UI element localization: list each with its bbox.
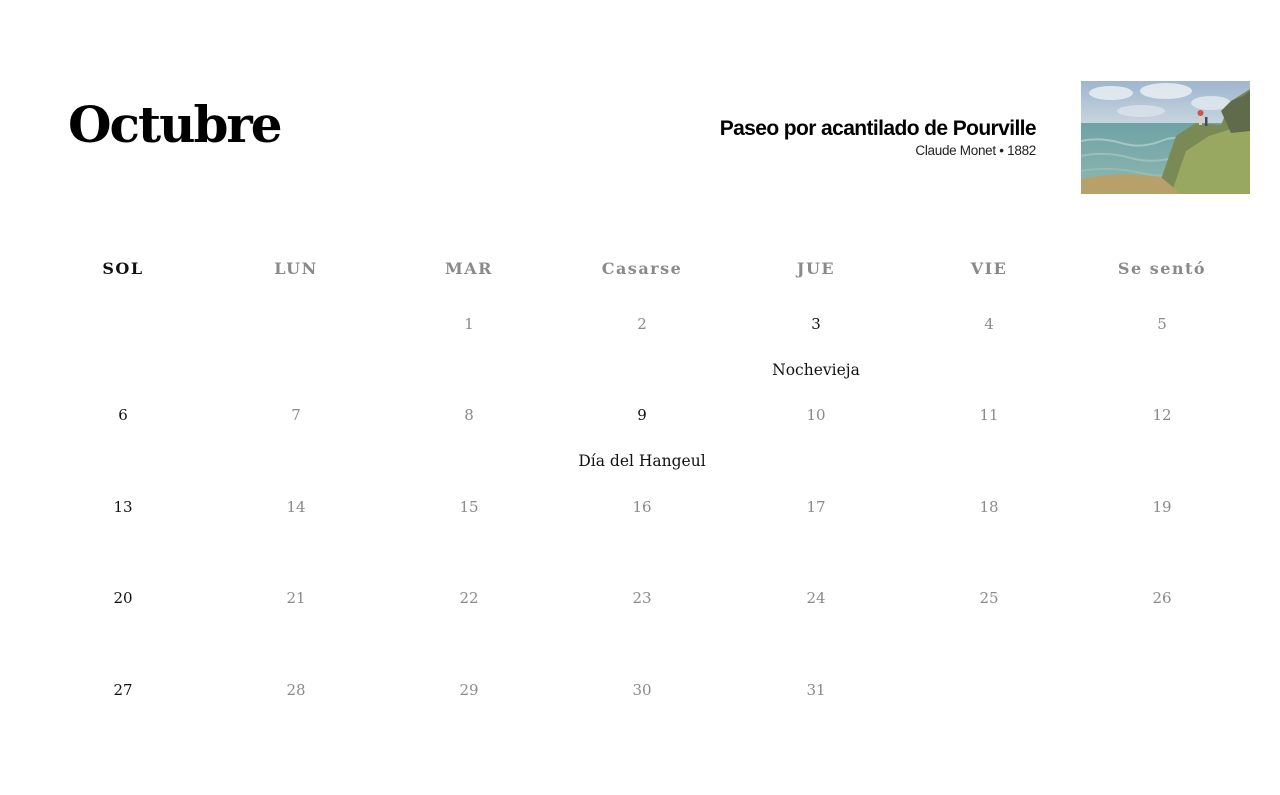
- holiday-label: Día del Hangeul: [578, 452, 706, 470]
- calendar-day[interactable]: 24: [806, 589, 826, 607]
- calendar-day[interactable]: 14: [286, 498, 306, 516]
- calendar-day[interactable]: 6: [118, 406, 128, 424]
- painting-thumbnail: [1081, 81, 1250, 194]
- weekday-header-wed: Casarse: [601, 259, 683, 278]
- calendar-day[interactable]: 4: [984, 315, 994, 333]
- artwork-credit: Claude Monet • 1882: [915, 143, 1036, 158]
- month-title: Octubre: [68, 95, 281, 154]
- weekday-header-fri: VIE: [970, 259, 1008, 278]
- weekday-header-thu: JUE: [796, 259, 836, 278]
- calendar-day[interactable]: 5: [1157, 315, 1167, 333]
- calendar-day[interactable]: 17: [806, 498, 826, 516]
- calendar-day[interactable]: 25: [979, 589, 999, 607]
- weekday-header-sun: SOL: [102, 259, 144, 278]
- calendar-day[interactable]: 15: [459, 498, 479, 516]
- calendar-day[interactable]: 7: [291, 406, 301, 424]
- artwork-caption: [720, 117, 1036, 161]
- weekday-header-sat: Se sentó: [1117, 259, 1207, 278]
- artwork-title: Paseo por acantilado de Pourville: [719, 117, 1036, 140]
- calendar-day[interactable]: 2: [637, 315, 647, 333]
- calendar-day[interactable]: 20: [113, 589, 133, 607]
- calendar-day[interactable]: 19: [1152, 498, 1172, 516]
- calendar-day[interactable]: 12: [1152, 406, 1172, 424]
- weekday-header-mon: LUN: [274, 259, 318, 278]
- holiday-label: Nochevieja: [772, 361, 860, 379]
- calendar-day[interactable]: 28: [286, 681, 306, 699]
- calendar-day[interactable]: 22: [459, 589, 479, 607]
- calendar-day[interactable]: 10: [806, 406, 826, 424]
- calendar-day[interactable]: 27: [113, 681, 133, 699]
- calendar-day[interactable]: 30: [632, 681, 652, 699]
- calendar-day[interactable]: 31: [806, 681, 826, 699]
- calendar-day[interactable]: 13: [113, 498, 133, 516]
- calendar-day[interactable]: 1: [464, 315, 474, 333]
- calendar-day[interactable]: 3: [811, 315, 821, 333]
- calendar-day[interactable]: 16: [632, 498, 652, 516]
- calendar-day[interactable]: 23: [632, 589, 652, 607]
- calendar-day[interactable]: 8: [464, 406, 474, 424]
- calendar-day[interactable]: 11: [979, 406, 999, 424]
- calendar-day[interactable]: 21: [286, 589, 306, 607]
- calendar-day[interactable]: 26: [1152, 589, 1172, 607]
- calendar-day[interactable]: 9: [637, 406, 647, 424]
- calendar-day[interactable]: 29: [459, 681, 479, 699]
- weekday-header-tue: MAR: [445, 259, 493, 278]
- calendar-day[interactable]: 18: [979, 498, 999, 516]
